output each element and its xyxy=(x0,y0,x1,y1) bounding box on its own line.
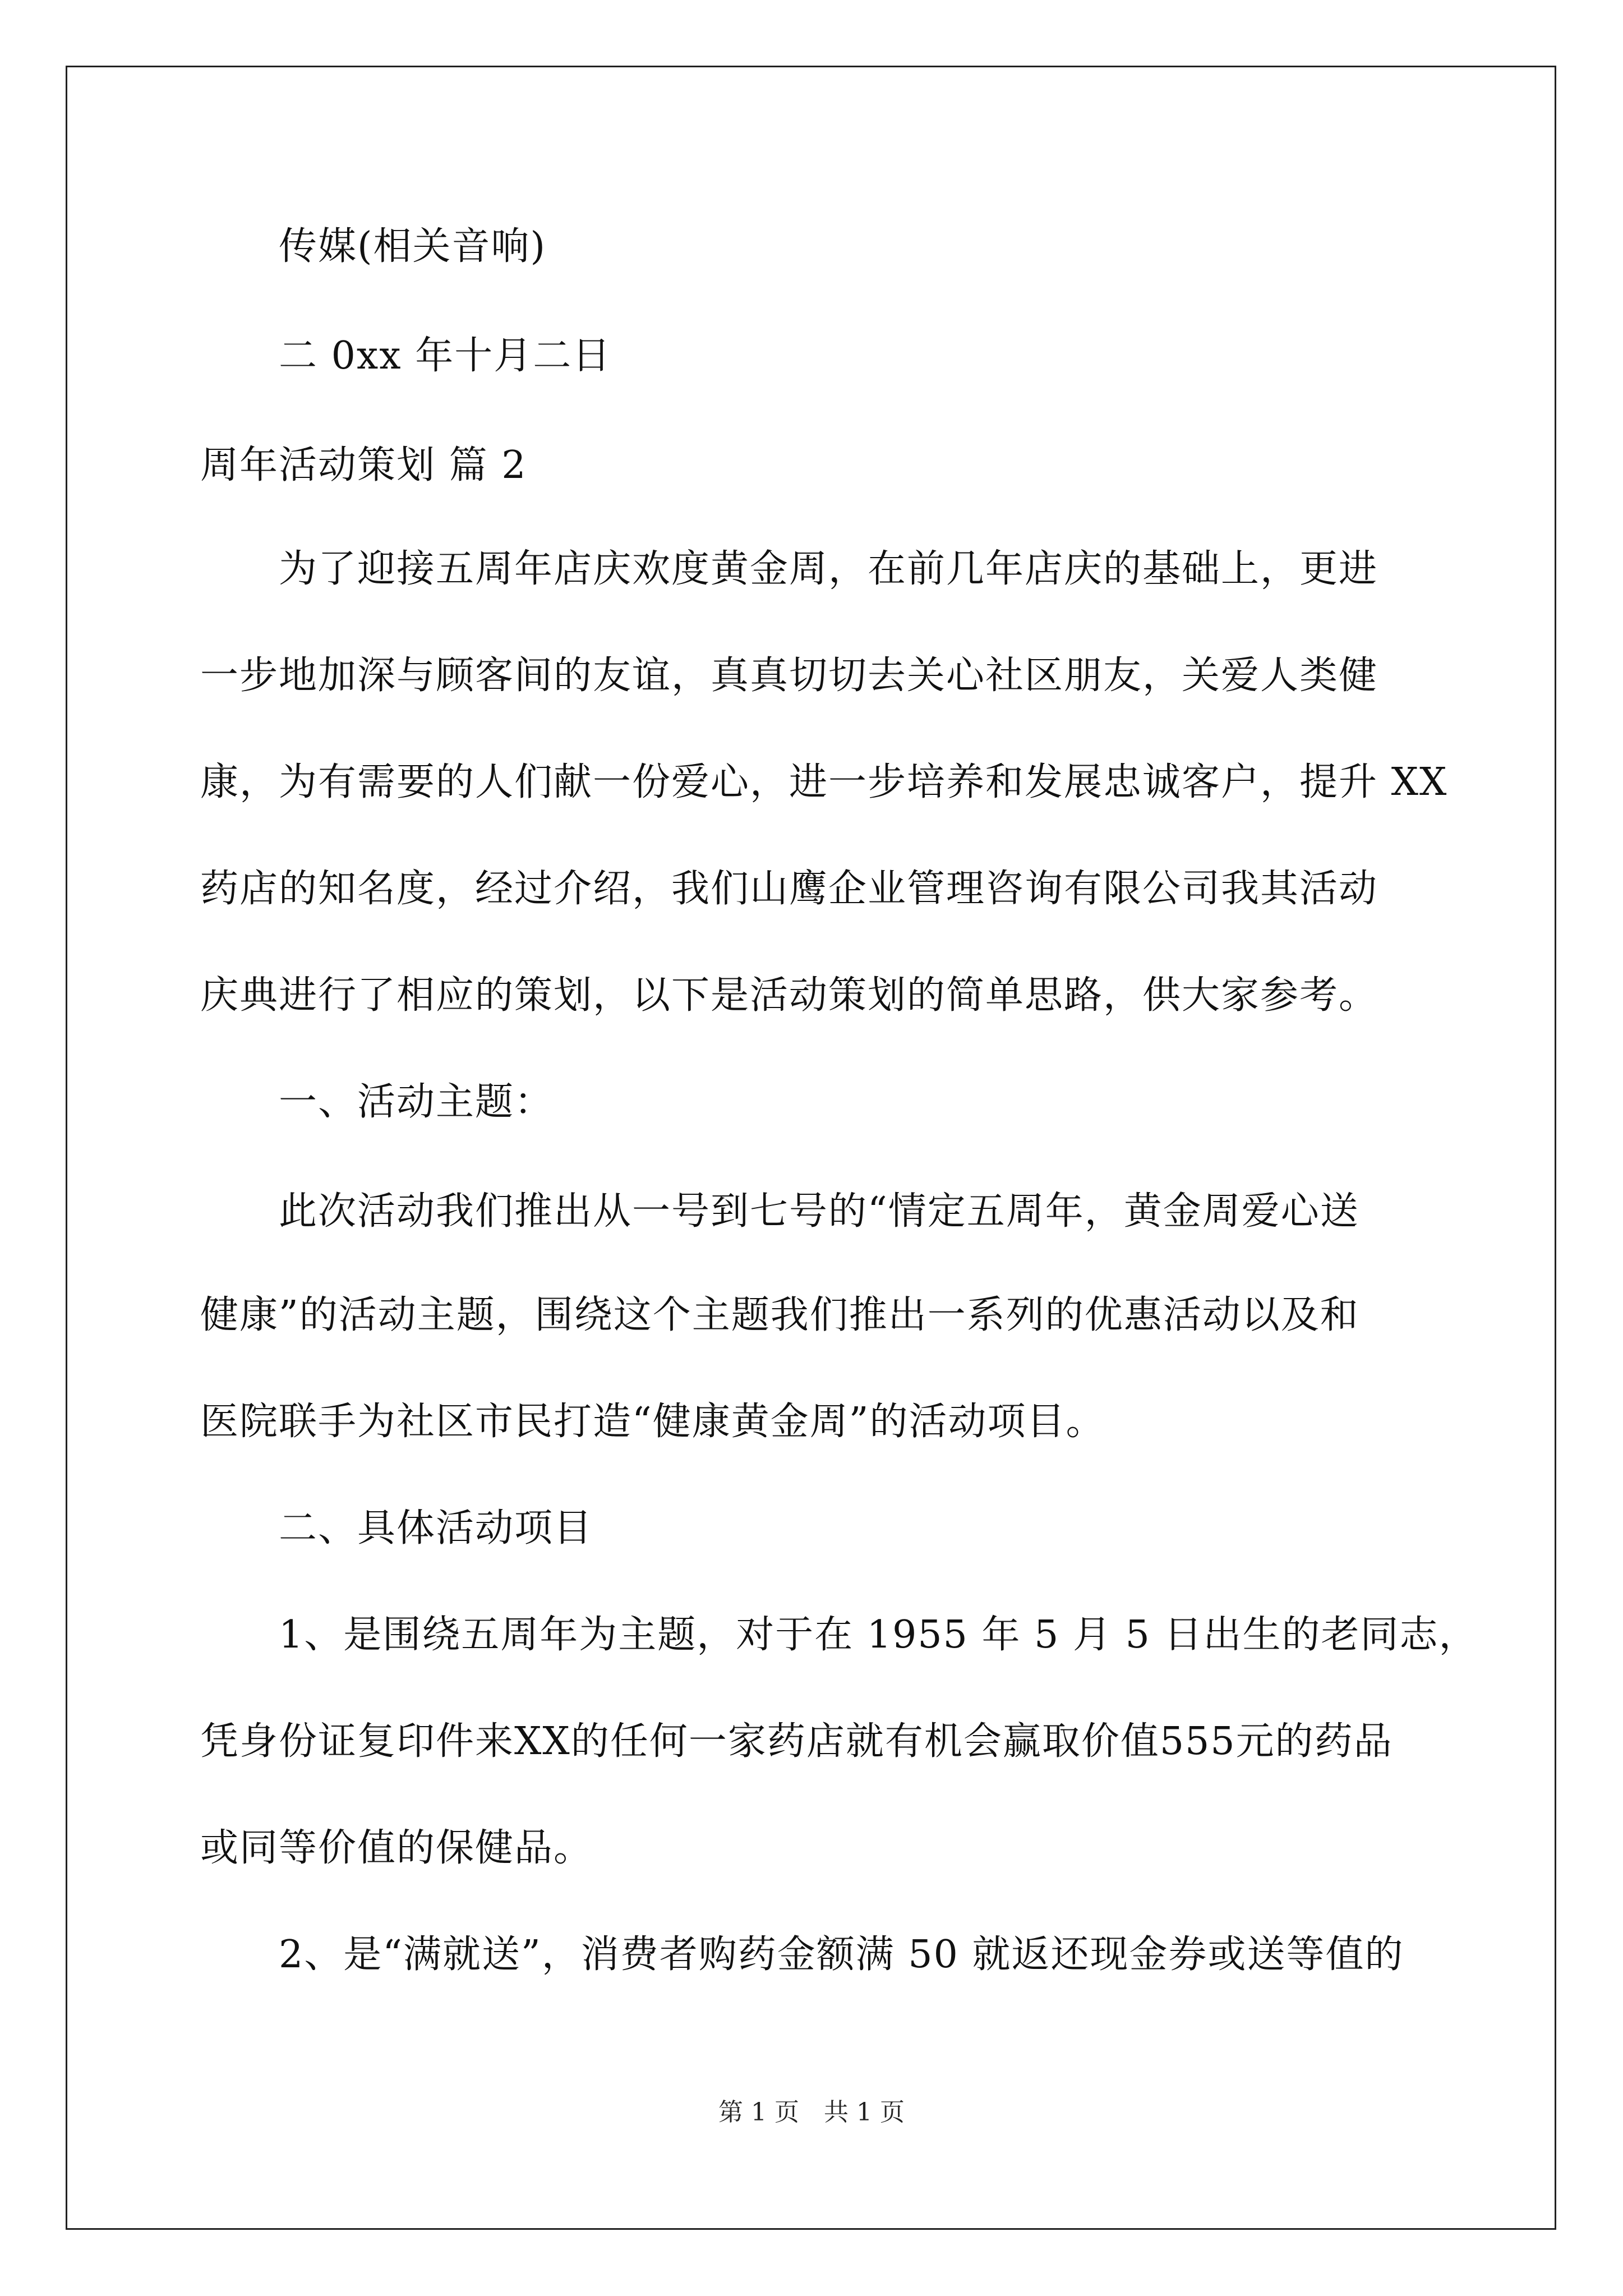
paragraph-line: 健康”的活动主题，围绕这个主题我们推出一系列的优惠活动以及和 xyxy=(200,1293,1359,1337)
paragraph-line: 此次活动我们推出从一号到七号的“情定五周年，黄金周爱心送 xyxy=(279,1189,1359,1234)
subheading-theme: 一、活动主题： xyxy=(279,1080,554,1124)
paragraph-line: 医院联手为社区市民打造“健康黄金周”的活动项目。 xyxy=(200,1400,1105,1444)
section-heading: 周年活动策划 篇 2 xyxy=(200,443,527,487)
paragraph-line: 一步地加深与顾客间的友谊，真真切切去关心社区朋友，关爱人类健 xyxy=(200,654,1378,698)
paragraph-line: 庆典进行了相应的策划，以下是活动策划的简单思路，供大家参考。 xyxy=(200,973,1378,1018)
date-line: 二 0xx 年十月二日 xyxy=(279,334,612,378)
page-number-footer: 第 1 页 共 1 页 xyxy=(718,2098,905,2127)
paragraph-line: 凭身份证复印件来XX的任何一家药店就有机会赢取价值555元的药品 xyxy=(200,1719,1393,1764)
text-line-1: 传媒(相关音响) xyxy=(279,224,547,269)
paragraph-line: 为了迎接五周年店庆欢度黄金周，在前几年店庆的基础上，更进 xyxy=(279,547,1378,591)
paragraph-line: 药店的知名度，经过介绍，我们山鹰企业管理咨询有限公司我其活动 xyxy=(200,867,1378,911)
subheading-items: 二、具体活动项目 xyxy=(279,1506,593,1550)
paragraph-line: 康，为有需要的人们献一份爱心，进一步培养和发展忠诚客户，提升 XX xyxy=(200,760,1448,804)
list-item-1: 1、是围绕五周年为主题，对于在 1955 年 5 月 5 日出生的老同志， xyxy=(279,1613,1478,1657)
list-item-2: 2、是“满就送”，消费者购药金额满 50 就返还现金券或送等值的 xyxy=(279,1932,1404,1977)
paragraph-line: 或同等价值的保健品。 xyxy=(200,1826,593,1870)
page-border xyxy=(66,66,1556,2230)
